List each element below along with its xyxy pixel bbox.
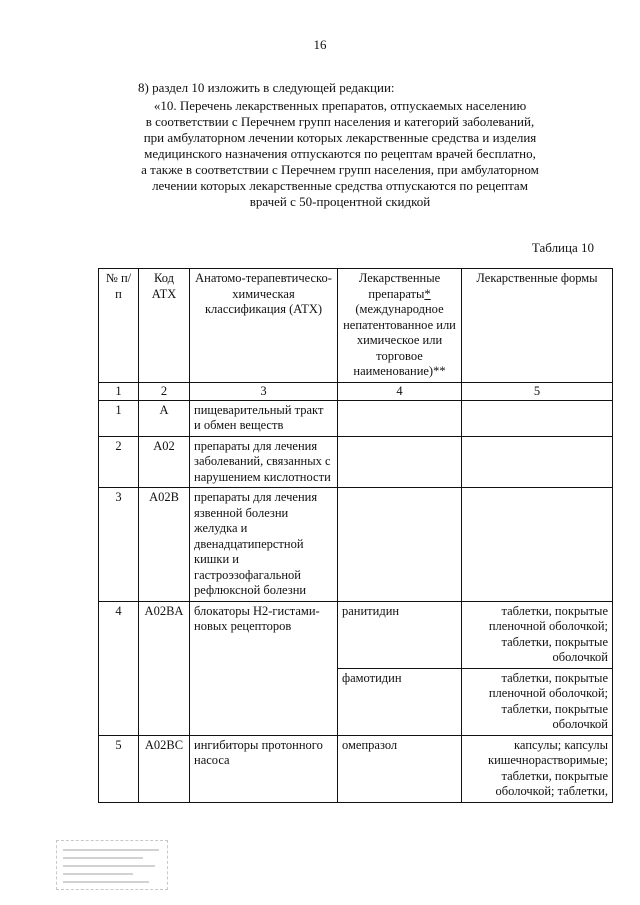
section-title-line: врачей с 50-процентной скидкой [249, 194, 431, 209]
section-title-line: лечении которых лекарственные средства отпускаются по рецептам [152, 178, 528, 193]
table-caption: Таблица 10 [531, 240, 594, 255]
header-drugs [338, 269, 462, 383]
header-code: Код АТХ [139, 269, 190, 383]
row-code: A02BA [139, 601, 190, 735]
row-num: 4 [99, 601, 139, 735]
row-forms: таблетки, покрытые пленочной оболочкой; таблетки, покрытые оболочкой [462, 601, 613, 668]
column-number: 2 [139, 382, 190, 400]
row-num: 1 [99, 400, 139, 436]
section-title-line: «10. Перечень лекарственных препаратов, отпускаемых населению [153, 98, 527, 113]
row-atc: препараты для лечения заболеваний, связанных с нарушением кислотности [190, 436, 338, 488]
table-row [99, 735, 613, 802]
row-drug: ранитидин [338, 601, 462, 668]
row-num: 3 [99, 488, 139, 602]
column-number: 4 [338, 382, 462, 400]
footnote-asterisk: * [424, 286, 431, 301]
column-number-row [99, 382, 613, 400]
row-drug [338, 488, 462, 602]
row-forms: капсулы; капсулы кишечнорастворимые; таблетки, покрытые оболочкой; таблетки, [462, 735, 613, 802]
header-atc: Анатомо-терапевтическо-химическая классификация (АТХ) [190, 269, 338, 383]
row-drug [338, 436, 462, 488]
section-title-line: а также в соответствии с Перечнем групп населения, при амбулаторном [141, 162, 539, 177]
section-title-line: в соответствии с Перечнем групп населения и категорий заболеваний, [145, 114, 535, 129]
header-drugs-prefix: Лекарственные препараты [358, 271, 441, 301]
section-title-line: при амбулаторном лечении которых лекарственные средства и изделия [143, 130, 537, 145]
faded-stamp [56, 840, 168, 890]
row-forms [462, 400, 613, 436]
row-forms [462, 436, 613, 488]
row-atc: пищеварительный тракт и обмен веществ [190, 400, 338, 436]
row-forms: таблетки, покрытые пленочной оболочкой; таблетки, покрытые оболочкой [462, 668, 613, 735]
column-number: 5 [462, 382, 613, 400]
page-number: 16 [313, 37, 327, 52]
row-drug [338, 400, 462, 436]
row-forms [462, 488, 613, 602]
amendment-line: 8) раздел 10 изложить в следующей редакции: [138, 80, 395, 95]
intro-text [110, 80, 570, 210]
header-num: № п/п [99, 269, 139, 383]
table-row [99, 488, 613, 602]
row-code: A02B [139, 488, 190, 602]
row-code: A [139, 400, 190, 436]
header-drugs-suffix: (международное непатентованное или химическое или торговое наименование)** [343, 302, 456, 378]
header-row [99, 269, 613, 383]
row-code: A02 [139, 436, 190, 488]
drug-table [98, 268, 613, 803]
table-row [99, 400, 613, 436]
section-title [110, 98, 570, 210]
row-code: A02BC [139, 735, 190, 802]
table-row [99, 436, 613, 488]
column-number: 1 [99, 382, 139, 400]
table-row [99, 601, 613, 668]
header-forms: Лекарственные формы [462, 269, 613, 383]
row-atc: препараты для лечения язвенной болезни желудка и двенадцатиперстной кишки и гастроэзофагальной рефлюксной болезни [190, 488, 338, 602]
row-drug: омепразол [338, 735, 462, 802]
column-number: 3 [190, 382, 338, 400]
row-atc: ингибиторы протонного насоса [190, 735, 338, 802]
row-atc: блокаторы H2-гистами-новых рецепторов [190, 601, 338, 735]
row-num: 5 [99, 735, 139, 802]
section-title-line: медицинского назначения отпускаются по рецептам врачей бесплатно, [144, 146, 536, 161]
row-num: 2 [99, 436, 139, 488]
row-drug: фамотидин [338, 668, 462, 735]
